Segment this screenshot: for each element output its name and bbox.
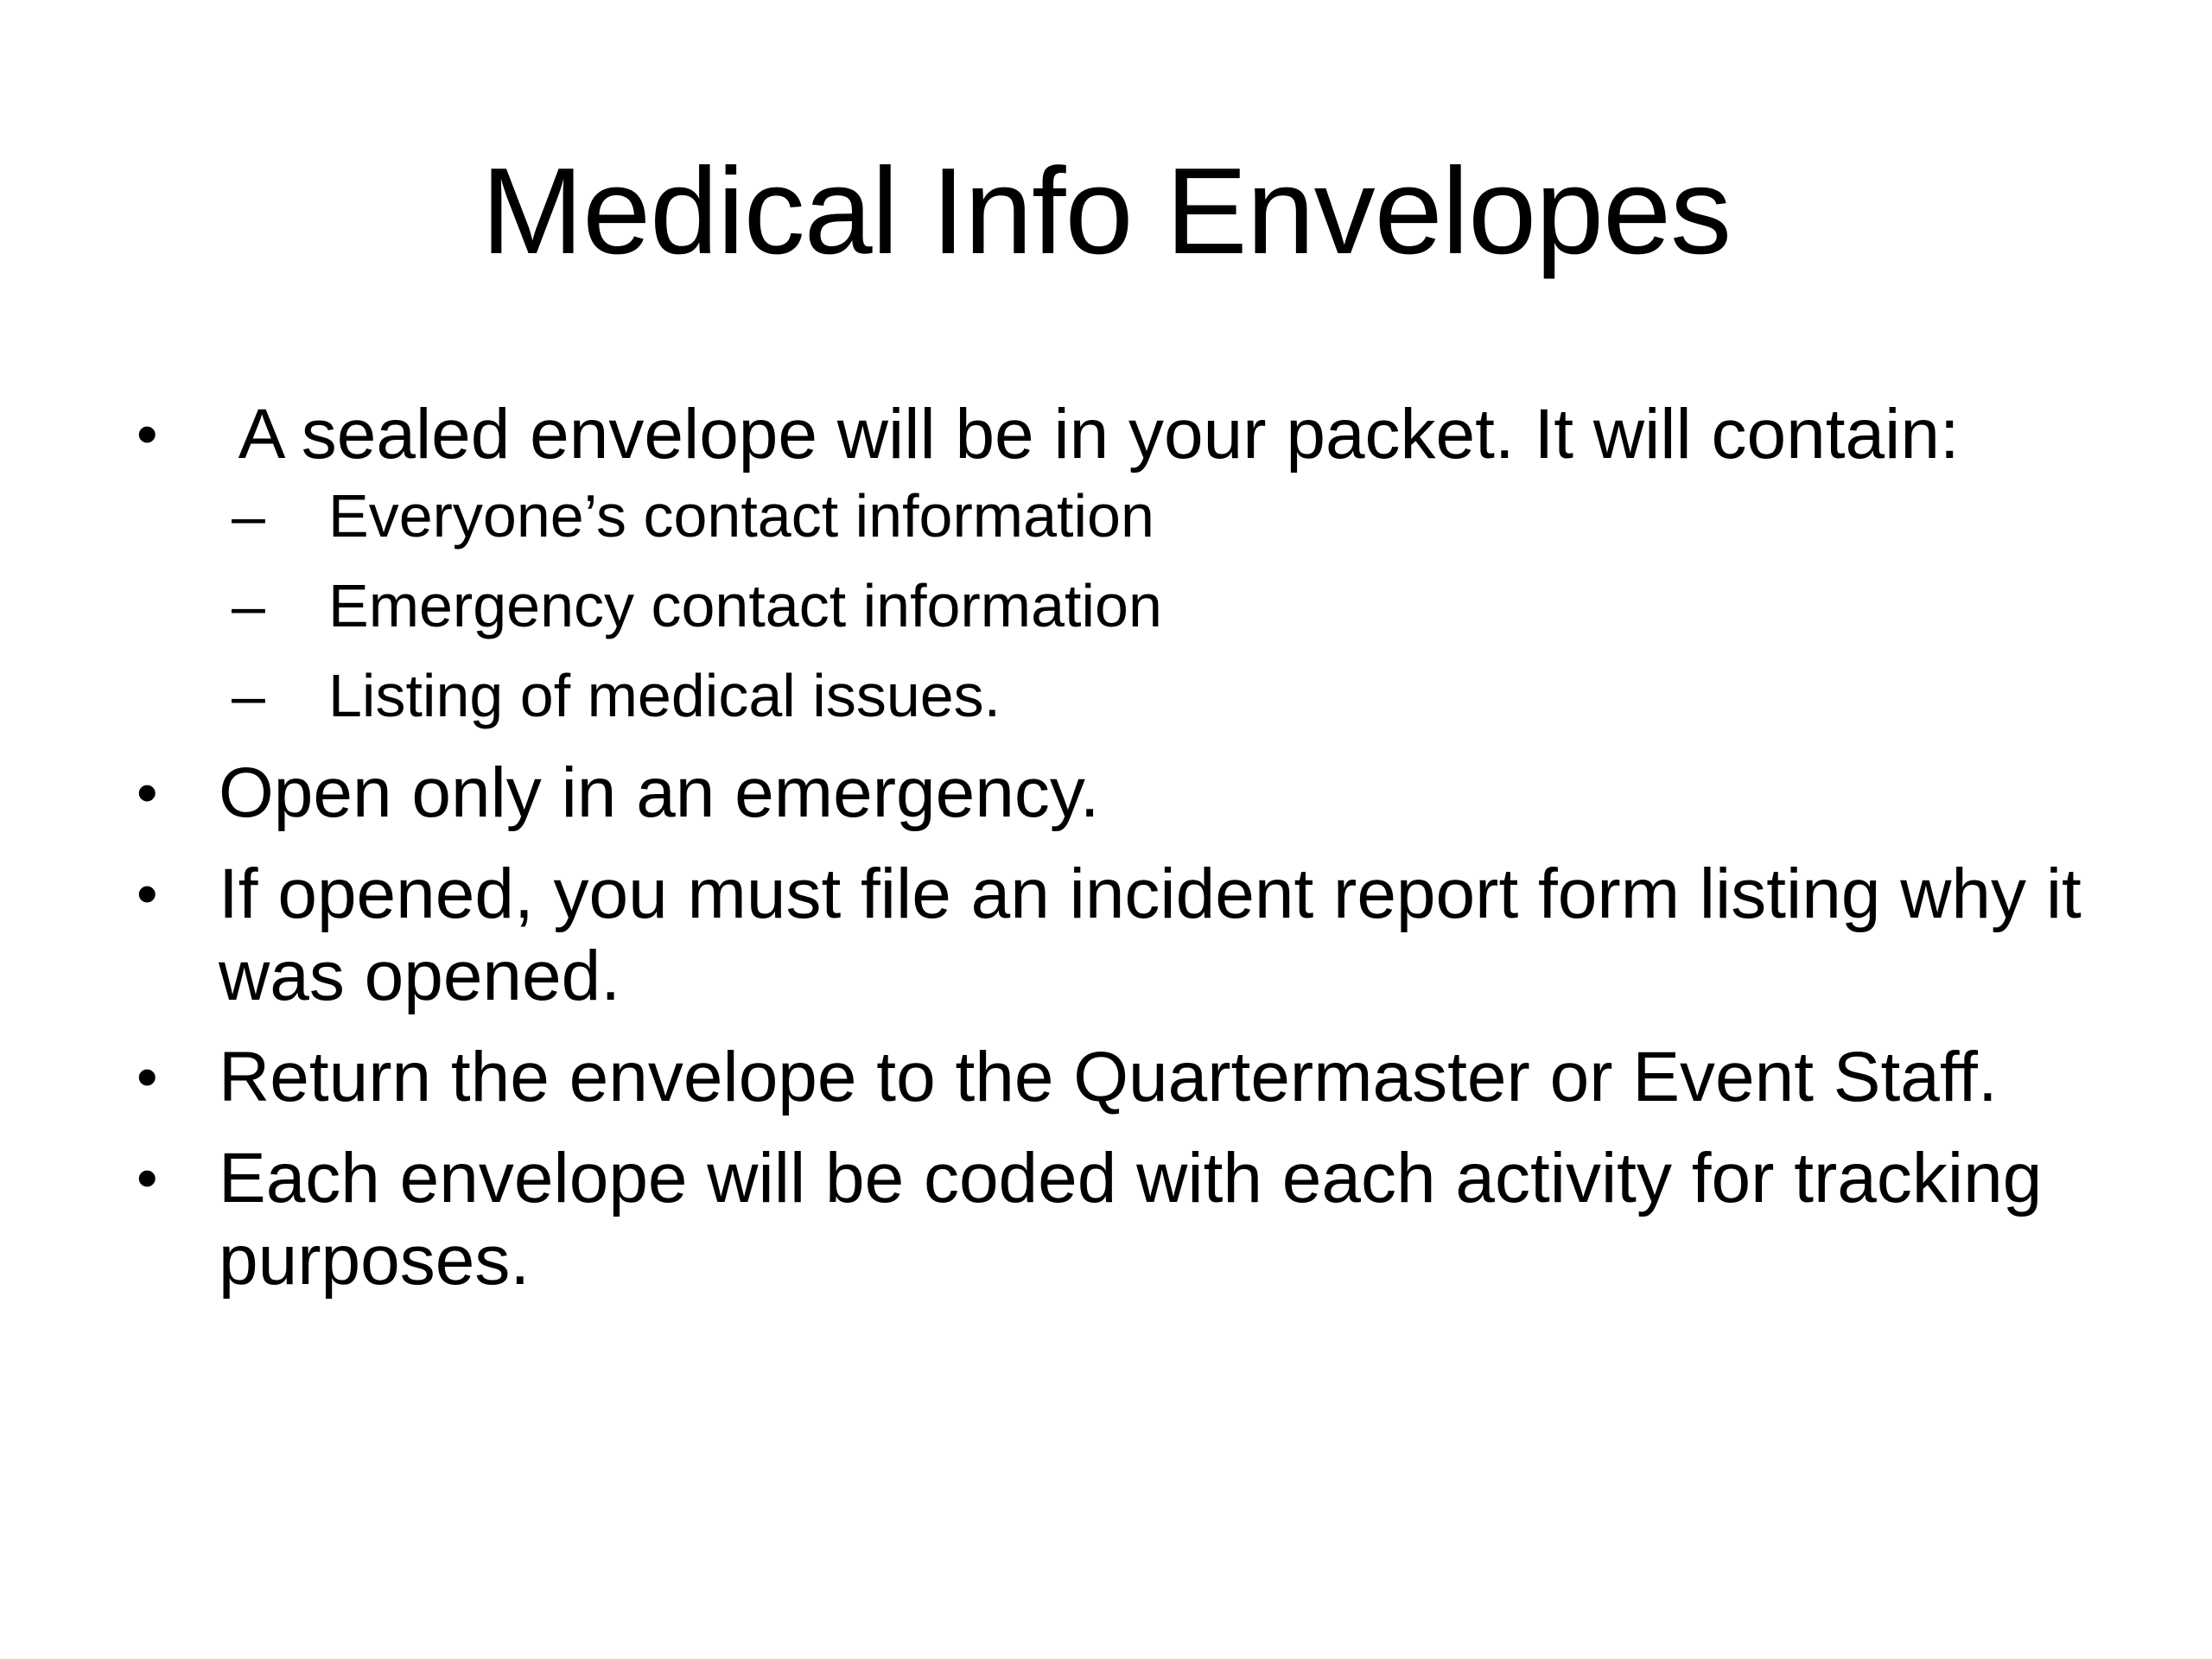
dash-icon: – <box>232 482 265 550</box>
bullet-text: Each envelope will be coded with each activity for tracking purposes. <box>219 1139 2043 1300</box>
bullet-text: If opened, you must file an incident report form listing why it was opened. <box>219 855 2082 1015</box>
sub-bullet-item <box>130 569 2117 643</box>
bullet-dot-icon: • <box>137 1144 158 1211</box>
bullet-dot-icon: • <box>137 1043 158 1110</box>
bullet-text: Return the envelope to the Quartermaster or Event Staff. <box>219 1038 1998 1116</box>
bullet-item <box>130 1137 2117 1301</box>
bullet-item <box>130 853 2117 1017</box>
bullet-item <box>130 1036 2117 1118</box>
bullet-list <box>130 393 2117 1320</box>
bullet-item <box>130 752 2117 834</box>
bullet-dot-icon: • <box>137 400 158 467</box>
sub-bullet-list <box>219 479 2117 733</box>
dash-icon: – <box>232 572 265 639</box>
bullet-item <box>130 393 2117 733</box>
bullet-dot-icon: • <box>137 860 158 927</box>
slide-title: Medical Info Envelopes <box>480 143 1732 280</box>
sub-bullet-text: Emergency contact information <box>328 572 1162 639</box>
sub-bullet-item <box>130 658 2117 733</box>
sub-bullet-text: Listing of medical issues. <box>328 662 1001 729</box>
bullet-dot-icon: • <box>137 759 158 826</box>
sub-bullet-item <box>130 479 2117 553</box>
dash-icon: – <box>232 662 265 729</box>
bullet-text: Open only in an emergency. <box>219 753 1100 832</box>
bullet-text: A sealed envelope will be in your packet. It will contain: <box>219 395 1960 474</box>
sub-bullet-text: Everyone’s contact information <box>328 482 1154 550</box>
